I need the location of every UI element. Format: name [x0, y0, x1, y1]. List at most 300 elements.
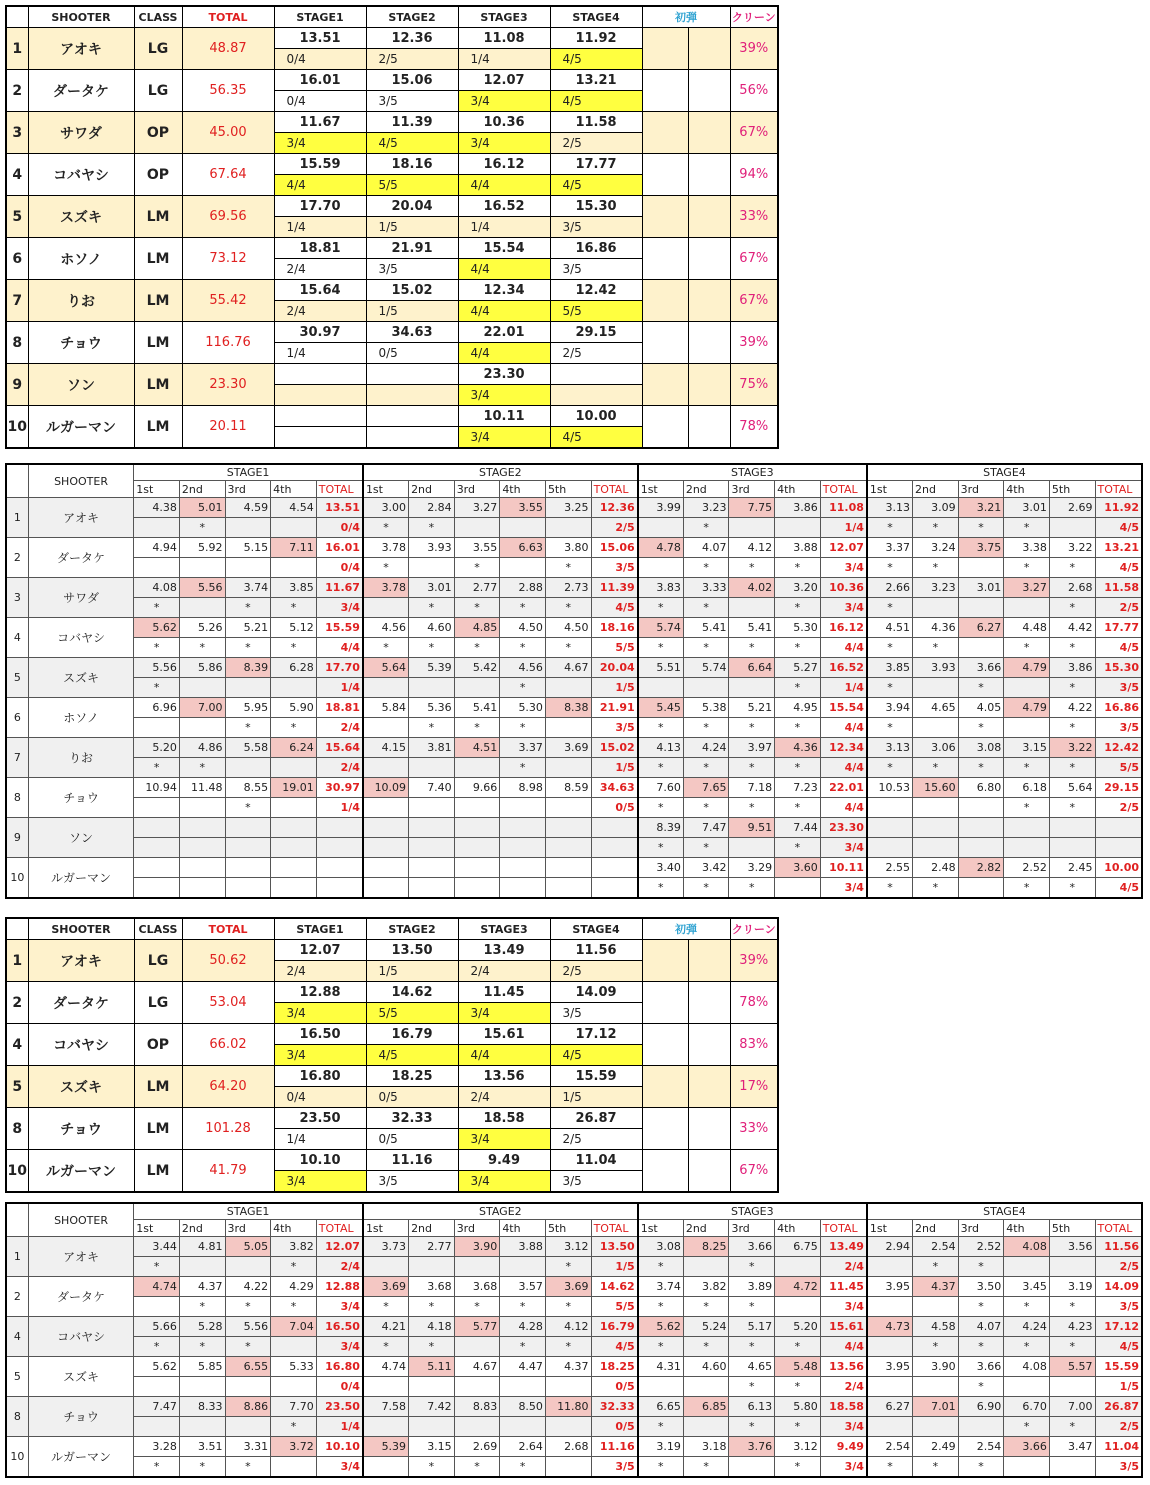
shot-time: 3.86: [1049, 658, 1095, 678]
total-time: 101.28: [182, 1108, 274, 1150]
shooter-name: サワダ: [28, 112, 134, 154]
shooter-name: ホソノ: [28, 698, 133, 738]
stage-score: 3/4: [820, 838, 867, 858]
hit-mark: *: [271, 1257, 317, 1277]
stage-total: 11.04: [1095, 1437, 1142, 1457]
hit-mark: [179, 678, 225, 698]
hit-mark: [271, 1337, 317, 1357]
shooter-class: OP: [134, 1024, 182, 1066]
shot-time: 6.63: [500, 538, 546, 558]
hit-mark: [683, 1417, 729, 1437]
hit-mark: *: [913, 518, 959, 538]
miss-row: [6, 1457, 1142, 1478]
clean-rate: 39%: [730, 322, 778, 364]
header-rank: [6, 918, 28, 940]
shot-time: 7.40: [409, 778, 455, 798]
shot-time: 3.93: [913, 658, 959, 678]
shooter-name: チョウ: [28, 1397, 133, 1437]
stage-time: 21.91: [366, 238, 458, 259]
shot-time: 5.57: [1049, 1357, 1095, 1377]
shot-time: 3.88: [500, 1237, 546, 1257]
shot-time: [363, 818, 409, 838]
hit-mark: *: [179, 518, 225, 538]
clean-rate: 67%: [730, 1150, 778, 1193]
shot-header: 3rd: [454, 1220, 500, 1237]
hit-mark: *: [683, 1337, 729, 1357]
shooter-name: コバヤシ: [28, 618, 133, 658]
first-shot-a: [642, 238, 688, 280]
stage-time: 11.67: [274, 112, 366, 133]
stage-score: 0/4: [274, 1087, 366, 1108]
hit-mark: [545, 718, 591, 738]
stage-total: 30.97: [316, 778, 363, 798]
shot-time: 5.66: [134, 1317, 180, 1337]
stage-time: 11.04: [550, 1150, 642, 1171]
shot-time: [179, 858, 225, 878]
clean-rate: 56%: [730, 70, 778, 112]
shot-time: 4.23: [1049, 1317, 1095, 1337]
stage-score: 2/4: [458, 961, 550, 982]
shooter-name: アオキ: [28, 1237, 133, 1277]
shot-time: 3.23: [683, 498, 729, 518]
rank: 7: [6, 738, 28, 778]
stage-score: 3/5: [550, 217, 642, 238]
shot-time: 4.65: [913, 698, 959, 718]
hit-mark: [1049, 1257, 1095, 1277]
stage-score: 3/5: [366, 91, 458, 112]
shot-time: 4.81: [179, 1237, 225, 1257]
shot-time: 3.27: [454, 498, 500, 518]
stage-time: 12.07: [274, 940, 366, 961]
shot-time: 7.18: [729, 778, 775, 798]
hit-mark: *: [729, 1377, 775, 1397]
shot-time: 3.19: [638, 1437, 684, 1457]
stage-total: 12.88: [316, 1277, 363, 1297]
shot-time: 2.64: [500, 1437, 546, 1457]
first-shot-a: [642, 940, 688, 982]
shooter-class: LM: [134, 238, 182, 280]
stage-score: [591, 878, 638, 899]
stage-total: [316, 818, 363, 838]
hit-mark: *: [225, 798, 271, 818]
stage-score: 3/4: [820, 1417, 867, 1437]
stage-score: 3/4: [274, 1171, 366, 1193]
clean-rate: 94%: [730, 154, 778, 196]
shooter-class: LM: [134, 322, 182, 364]
stage-score: 1/5: [366, 217, 458, 238]
hit-mark: *: [545, 598, 591, 618]
rank: 10: [6, 1437, 28, 1478]
shot-time: 4.65: [729, 1357, 775, 1377]
shot-header: 4th: [271, 1220, 317, 1237]
shooter-row: [6, 196, 778, 217]
hit-mark: *: [1004, 878, 1050, 899]
shot-time: 2.94: [867, 1237, 913, 1257]
stage-time: 20.04: [366, 196, 458, 217]
hit-mark: *: [1049, 718, 1095, 738]
shot-time: 3.21: [958, 498, 1004, 518]
first-shot-a: [642, 982, 688, 1024]
shot-time: 3.66: [729, 1237, 775, 1257]
shot-header: TOTAL: [820, 1220, 867, 1237]
hit-mark: *: [500, 1457, 546, 1478]
total-time: 64.20: [182, 1066, 274, 1108]
stage-time: 14.62: [366, 982, 458, 1003]
stage-score: 1/4: [820, 678, 867, 698]
hit-mark: *: [179, 1457, 225, 1478]
stage-score: 0/5: [366, 1129, 458, 1150]
hit-mark: *: [867, 518, 913, 538]
hit-mark: *: [179, 758, 225, 778]
stage-total: 29.15: [1095, 778, 1142, 798]
shot-time: [179, 818, 225, 838]
shot-time: 3.47: [1049, 1437, 1095, 1457]
hit-mark: [913, 838, 959, 858]
shot-header: 1st: [638, 481, 684, 498]
rank: 4: [6, 154, 28, 196]
stage-total: 11.39: [591, 578, 638, 598]
shot-header: 1st: [867, 481, 913, 498]
shot-time: 5.64: [363, 658, 409, 678]
shot-time: 3.01: [409, 578, 455, 598]
hit-mark: *: [363, 558, 409, 578]
shot-time: 2.54: [958, 1437, 1004, 1457]
shooter-name: ホソノ: [28, 238, 134, 280]
hit-mark: [225, 1257, 271, 1277]
hit-mark: *: [225, 598, 271, 618]
shot-time: [1004, 818, 1050, 838]
stage-score: 1/5: [591, 1257, 638, 1277]
stage-total: 18.25: [591, 1357, 638, 1377]
first-shot-a: [642, 322, 688, 364]
hit-mark: [913, 678, 959, 698]
stage-score: 3/4: [274, 133, 366, 154]
shot-time: 6.13: [729, 1397, 775, 1417]
shot-time: 3.72: [271, 1437, 317, 1457]
stage-score: 0/5: [366, 1087, 458, 1108]
total-time: 55.42: [182, 280, 274, 322]
shot-time: [1049, 818, 1095, 838]
hit-mark: *: [225, 638, 271, 658]
shot-time: 5.26: [179, 618, 225, 638]
stage-total: 12.42: [1095, 738, 1142, 758]
shot-time: 5.05: [225, 1237, 271, 1257]
shooter-class: OP: [134, 112, 182, 154]
hit-mark: [1004, 678, 1050, 698]
stage-time: 11.58: [550, 112, 642, 133]
hit-mark: *: [775, 1417, 821, 1437]
hit-mark: [500, 1377, 546, 1397]
first-shot-a: [642, 196, 688, 238]
stage-score: [550, 385, 642, 406]
shot-time: 5.51: [638, 658, 684, 678]
shot-time: 5.15: [225, 538, 271, 558]
shot-header: 3rd: [729, 1220, 775, 1237]
shooter-class: LG: [134, 982, 182, 1024]
hit-mark: *: [729, 1297, 775, 1317]
shooter-row: [6, 154, 778, 175]
stage-total: 12.36: [591, 498, 638, 518]
hit-mark: [179, 798, 225, 818]
shot-time: 3.69: [545, 1277, 591, 1297]
shot-time: [958, 818, 1004, 838]
stage-time: 16.79: [366, 1024, 458, 1045]
hit-mark: *: [867, 1457, 913, 1478]
hit-mark: *: [1049, 798, 1095, 818]
shot-time: 8.86: [225, 1397, 271, 1417]
shot-time: 3.37: [867, 538, 913, 558]
stage-score: 3/5: [591, 718, 638, 738]
hit-mark: *: [1004, 518, 1050, 538]
shot-time: 3.18: [683, 1437, 729, 1457]
shot-time: 3.45: [1004, 1277, 1050, 1297]
hit-mark: [409, 758, 455, 778]
hit-mark: *: [179, 638, 225, 658]
stage-total: 10.11: [820, 858, 867, 878]
stage-score: 4/5: [591, 598, 638, 618]
shot-time: 11.48: [179, 778, 225, 798]
hit-mark: [134, 1417, 180, 1437]
hit-mark: [1049, 838, 1095, 858]
stage-score: 0/5: [591, 1417, 638, 1437]
shot-time: 6.28: [271, 658, 317, 678]
hit-mark: [363, 598, 409, 618]
hit-mark: [134, 718, 180, 738]
shot-time: 3.56: [1049, 1237, 1095, 1257]
shot-time: 2.77: [409, 1237, 455, 1257]
shot-time: [500, 818, 546, 838]
shot-time: 7.23: [775, 778, 821, 798]
stage-score: [274, 427, 366, 449]
shot-time: [913, 818, 959, 838]
shot-time: 3.51: [179, 1437, 225, 1457]
shot-time: 4.50: [500, 618, 546, 638]
stage-total: 11.16: [591, 1437, 638, 1457]
header-rank: [6, 6, 28, 28]
stage-total: 15.06: [591, 538, 638, 558]
shot-time: 5.56: [134, 658, 180, 678]
rank: 10: [6, 1150, 28, 1193]
shooter-row: [6, 1024, 778, 1045]
stage-time: 18.58: [458, 1108, 550, 1129]
header-rank: [6, 464, 28, 498]
hit-mark: [134, 838, 180, 858]
shot-time: 10.94: [134, 778, 180, 798]
hit-mark: *: [775, 798, 821, 818]
shot-time: 15.60: [913, 778, 959, 798]
stage-time: 10.11: [458, 406, 550, 427]
stage-score: 3/5: [550, 259, 642, 280]
hit-mark: [500, 1417, 546, 1437]
miss-row: [6, 878, 1142, 899]
header-stage3: STAGE3: [638, 1203, 867, 1220]
shooter-row: [6, 1150, 778, 1171]
shooter-row: [6, 1108, 778, 1129]
header-stage4: STAGE4: [867, 1203, 1142, 1220]
stage-score: [274, 385, 366, 406]
stage-time: 11.39: [366, 112, 458, 133]
first-shot-b: [688, 982, 730, 1024]
stage-time: 16.50: [274, 1024, 366, 1045]
shot-time: 8.38: [545, 698, 591, 718]
shot-row: [6, 618, 1142, 638]
shooter-row: [6, 280, 778, 301]
stage-time: 11.45: [458, 982, 550, 1003]
shooter-name: チョウ: [28, 322, 134, 364]
stage-score: 2/4: [316, 1257, 363, 1277]
shooter-class: LG: [134, 28, 182, 70]
hit-mark: *: [134, 678, 180, 698]
shooter-name: チョウ: [28, 778, 133, 818]
rank: 3: [6, 112, 28, 154]
shot-time: 5.20: [134, 738, 180, 758]
stage-time: 12.88: [274, 982, 366, 1003]
shot-time: 7.70: [271, 1397, 317, 1417]
hit-mark: [179, 838, 225, 858]
shot-time: 3.85: [271, 578, 317, 598]
hit-mark: *: [775, 638, 821, 658]
shot-time: 2.55: [867, 858, 913, 878]
stage-score: 3/5: [591, 1457, 638, 1478]
hit-mark: [454, 678, 500, 698]
stage-score: 4/5: [550, 1045, 642, 1066]
stage-score: 3/4: [458, 385, 550, 406]
shot-time: 4.48: [1004, 618, 1050, 638]
hit-mark: *: [867, 678, 913, 698]
shot-time: 5.48: [775, 1357, 821, 1377]
stage-score: 1/4: [274, 1129, 366, 1150]
header-stage1: STAGE1: [134, 1203, 363, 1220]
hit-mark: *: [729, 638, 775, 658]
shot-row: [6, 778, 1142, 798]
shot-time: 7.42: [409, 1397, 455, 1417]
stage-score: 3/5: [550, 1171, 642, 1193]
hit-mark: *: [545, 1337, 591, 1357]
shot-time: 2.82: [958, 858, 1004, 878]
shooter-name: ルガーマン: [28, 858, 133, 899]
hit-mark: *: [775, 1377, 821, 1397]
shot-time: 8.39: [225, 658, 271, 678]
shot-time: 5.39: [363, 1437, 409, 1457]
stage-score: 1/4: [274, 343, 366, 364]
stage-score: 0/5: [591, 1377, 638, 1397]
hit-mark: *: [775, 678, 821, 698]
hit-mark: [225, 1377, 271, 1397]
stage-total: 17.77: [1095, 618, 1142, 638]
stage-time: 9.49: [458, 1150, 550, 1171]
shot-time: 6.75: [775, 1237, 821, 1257]
shot-time: 2.77: [454, 578, 500, 598]
shot-time: 3.01: [1004, 498, 1050, 518]
summary-table: [5, 917, 779, 1193]
clean-rate: 78%: [730, 406, 778, 449]
hit-mark: *: [179, 1297, 225, 1317]
hit-mark: [867, 1377, 913, 1397]
stage-score: 2/5: [550, 961, 642, 982]
shot-time: 4.07: [683, 538, 729, 558]
shot-header: 1st: [134, 481, 180, 498]
hit-mark: [179, 718, 225, 738]
shooter-name: りお: [28, 738, 133, 778]
stage-time: 15.54: [458, 238, 550, 259]
hit-mark: *: [729, 558, 775, 578]
header-stage2: STAGE2: [366, 6, 458, 28]
rank: 9: [6, 364, 28, 406]
shot-time: 7.75: [729, 498, 775, 518]
shooter-name: ソン: [28, 818, 133, 858]
miss-row: [6, 1297, 1142, 1317]
shot-row: [6, 658, 1142, 678]
hit-mark: *: [638, 1417, 684, 1437]
hit-mark: *: [958, 518, 1004, 538]
hit-mark: *: [1049, 558, 1095, 578]
shot-time: 5.86: [179, 658, 225, 678]
hit-mark: *: [867, 718, 913, 738]
shooter-class: LM: [134, 1150, 182, 1193]
shooter-name: コバヤシ: [28, 154, 134, 196]
hit-mark: [134, 878, 180, 899]
shooter-row: [6, 28, 778, 49]
hit-mark: *: [271, 718, 317, 738]
hit-mark: [958, 1417, 1004, 1437]
hit-mark: [867, 838, 913, 858]
hit-mark: [500, 878, 546, 899]
first-shot-b: [688, 1024, 730, 1066]
stage-score: 1/4: [820, 518, 867, 538]
stage-time: 11.56: [550, 940, 642, 961]
miss-row: [6, 638, 1142, 658]
hit-mark: *: [683, 1297, 729, 1317]
stage-time: 15.30: [550, 196, 642, 217]
shot-time: 4.37: [913, 1277, 959, 1297]
stage-score: 2/4: [316, 718, 363, 738]
shot-time: 5.56: [225, 1317, 271, 1337]
hit-mark: [545, 798, 591, 818]
shot-time: [134, 858, 180, 878]
shot-time: 4.94: [134, 538, 180, 558]
detail-table: [5, 463, 1143, 899]
shot-header: TOTAL: [591, 481, 638, 498]
stage-score: 4/5: [1095, 518, 1142, 538]
hit-mark: [913, 1297, 959, 1317]
stage-time: 13.49: [458, 940, 550, 961]
stage-score: 4/4: [458, 1045, 550, 1066]
hit-mark: [958, 878, 1004, 899]
stage-total: 16.86: [1095, 698, 1142, 718]
shot-time: 7.00: [179, 698, 225, 718]
shot-time: 3.74: [225, 578, 271, 598]
shot-time: 4.22: [1049, 698, 1095, 718]
stage-time: 13.51: [274, 28, 366, 49]
hit-mark: [409, 678, 455, 698]
hit-mark: *: [638, 638, 684, 658]
shot-time: 3.86: [775, 498, 821, 518]
stage-time: 18.25: [366, 1066, 458, 1087]
shot-time: 4.42: [1049, 618, 1095, 638]
shot-time: 8.59: [545, 778, 591, 798]
shot-time: 3.68: [409, 1277, 455, 1297]
miss-row: [6, 718, 1142, 738]
hit-mark: *: [1004, 638, 1050, 658]
shot-header: 5th: [545, 481, 591, 498]
shot-time: 3.20: [775, 578, 821, 598]
header-class: CLASS: [134, 918, 182, 940]
hit-mark: *: [545, 1297, 591, 1317]
stage-score: 3/4: [316, 1457, 363, 1478]
hit-mark: [545, 758, 591, 778]
stage-score: 4/5: [1095, 558, 1142, 578]
stage-total: 11.58: [1095, 578, 1142, 598]
